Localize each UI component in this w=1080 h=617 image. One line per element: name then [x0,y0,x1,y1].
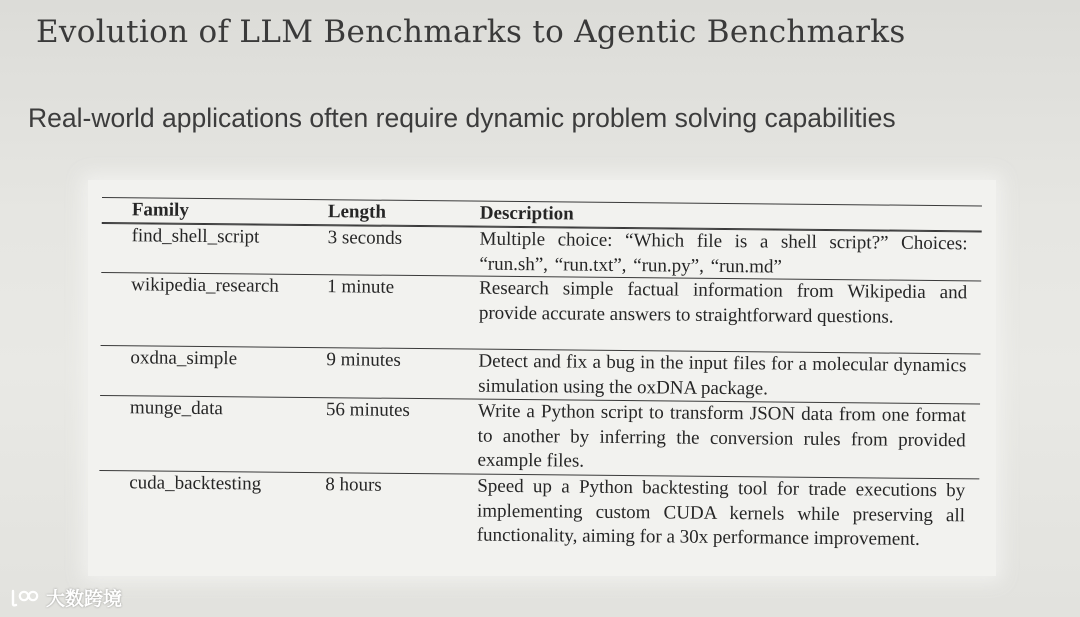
row-length: 56 minutes [325,399,410,421]
header-length: Length [327,201,387,223]
row-description: Research simple factual information from Wikipedia and provide accurate answers to straightforward questions. [478,277,968,328]
table-row [98,470,979,579]
slide-title: Evolution of LLM Benchmarks to Agentic Benchmarks [36,14,906,50]
row-family: munge_data [129,397,223,420]
table-row [99,395,980,478]
row-length: 1 minute [327,276,395,298]
table-row [101,223,981,280]
row-length: 9 minutes [326,349,401,371]
row-family: oxdna_simple [130,347,238,370]
watermark-text: 大数跨境 [46,588,123,610]
row-length: 3 seconds [327,227,403,249]
infinity-logo-icon [10,587,40,609]
benchmark-table [98,197,982,579]
slide-subtitle: Real-world applications often require dynamic problem solving capabilities [28,103,896,133]
table-row [101,272,982,353]
row-family: wikipedia_research [131,274,279,297]
row-description: Detect and fix a bug in the input files for a molecular dynamics simulation using the oxDNA package. [478,350,967,399]
row-family: cuda_backtesting [129,472,262,495]
row-description: Multiple choice: “Which file is a shell script?” Choices: “run.sh”, “run.txt”, “run.py”, “run.md” [479,228,968,278]
watermark [10,584,122,611]
row-length: 8 hours [325,474,382,496]
header-description: Description [479,202,574,225]
header-family: Family [131,199,189,221]
row-description: Speed up a Python backtesting tool for trade executions by implementing custom CUDA kernels while preserving all functionality, aiming for a 30x performance improvement. [476,475,966,550]
table-row [100,345,980,403]
row-family: find_shell_script [131,225,260,248]
row-description: Write a Python script to transform JSON data from one format to another by inferring the conversion rules from provided example files. [477,400,967,472]
